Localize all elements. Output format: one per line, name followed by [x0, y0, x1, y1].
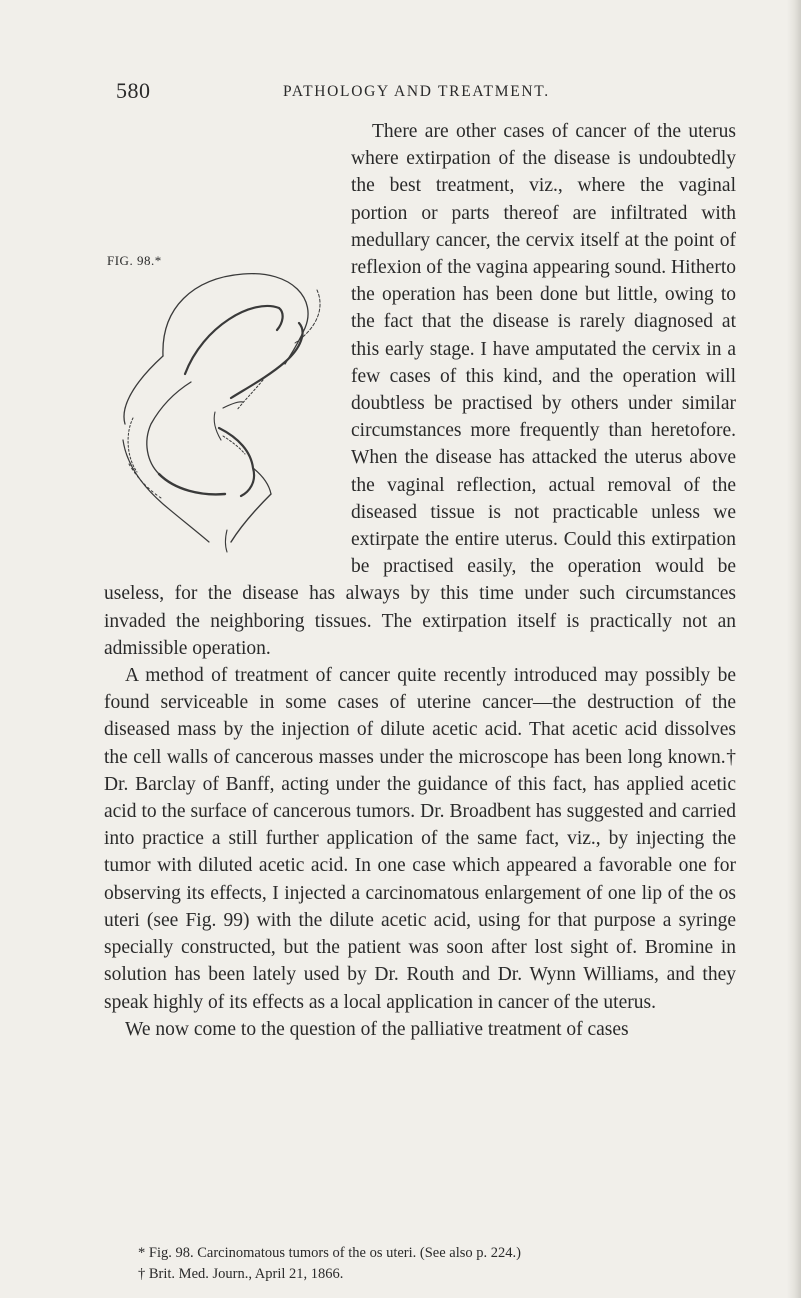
page-header: [116, 78, 736, 108]
footnote-figure: * Fig. 98. Carcinomatous tumors of the os uteri. (See also p. 224.): [138, 1245, 521, 1261]
figure-label: FIG. 98.*: [107, 253, 162, 268]
paragraph-1: There are other cases of cancer of the uterus where extirpation of the disease is undoubtedly the best treatment, viz., where the vaginal portion or parts thereof are infiltrated with medullary cancer, the cervix itself at the point of reflexion of the vagina appearing sound. Hitherto the operation has been done but little, owing to the fact that the disease is rarely diagnosed at this early stage. I have amputated the cervix in a few cases of this kind, and the operation will doubtless be practised by others under similar circumstances more frequently than heretofore. When the disease has attacked the uterus above the vaginal reflection, actual removal of the diseased tissue is not practicable unless we extirpate the entire uterus. Could this extirpation be practised easily, the operation would be useless, for the disease has always by this time under such circumstances invaded the neighboring tissues. The extirpation itself is practically not an admissible operation.: [104, 121, 737, 659]
page-number: 580: [116, 78, 151, 103]
figure-98-illustration: [103, 118, 347, 556]
body-text: [104, 118, 736, 1043]
footnotes: [138, 1243, 738, 1285]
running-title: PATHOLOGY AND TREATMENT.: [283, 83, 550, 100]
paragraph-2: A method of treatment of cancer quite recently introduced may possibly be found serviceable in some cases of uterine cancer—the destruction of the diseased mass by the injection of dilute acetic acid. That acetic acid dissolves the cell walls of cancerous masses under the microscope has been long known.† Dr. Barclay of Banff, acting under the guidance of this fact, has applied acetic acid to the surface of cancerous tumors. Dr. Broadbent has suggested and carried into practice a still further application of the same fact, viz., by injecting the tumor with diluted acetic acid. In one case which appeared a favorable one for observing its effects, I injected a carcinomatous enlargement of one lip of the os uteri (see Fig. 99) with the dilute acetic acid, using for that purpose a syringe specially constructed, but the patient was soon after lost sight of. Bromine in solution has been lately used by Dr. Routh and Dr. Wynn Williams, and they speak highly of its effects as a local application in cancer of the uterus.: [104, 665, 736, 1013]
paragraph-3: We now come to the question of the palliative treatment of cases: [125, 1018, 629, 1040]
figure-98: [103, 118, 347, 556]
page-edge-shadow: [787, 0, 801, 1298]
footnote-reference: † Brit. Med. Journ., April 21, 1866.: [138, 1266, 344, 1282]
